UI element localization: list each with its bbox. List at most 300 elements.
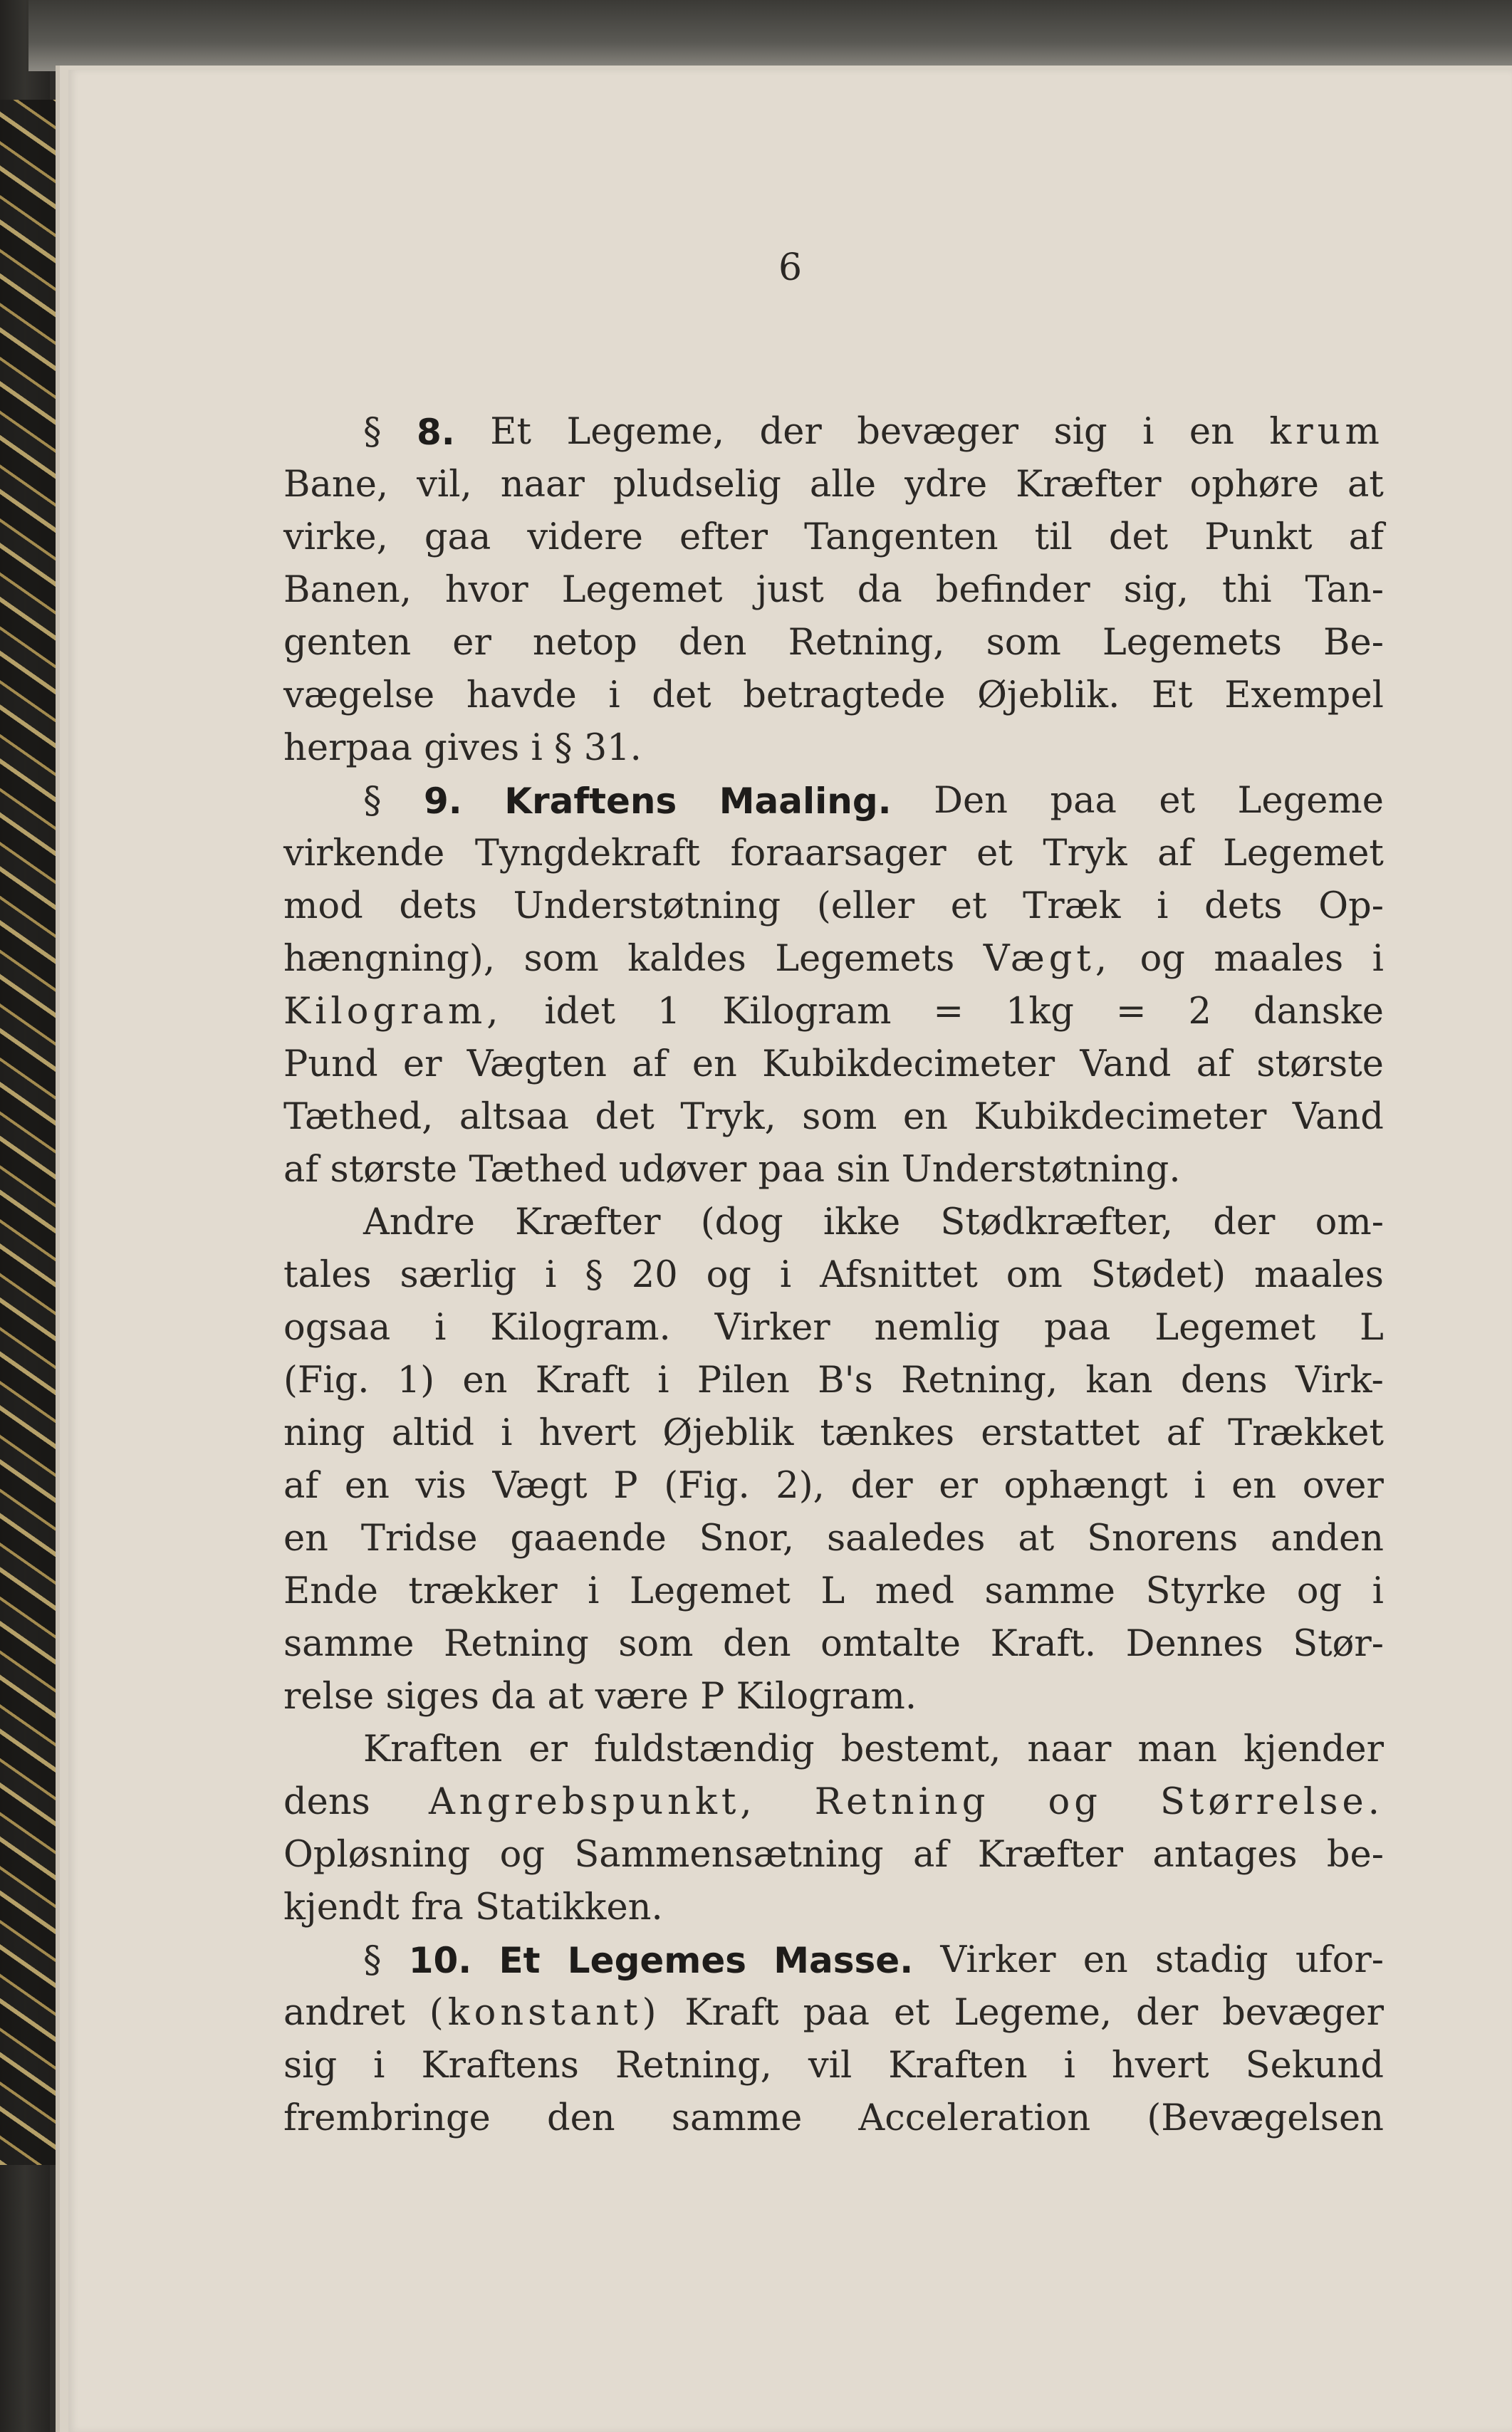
word: sin bbox=[836, 1149, 890, 1191]
word: Legeme, bbox=[566, 411, 725, 453]
word: Legemets bbox=[775, 938, 955, 980]
word: hængning), bbox=[283, 938, 496, 980]
word: 2 bbox=[1188, 991, 1211, 1033]
word: andret bbox=[283, 1992, 405, 2034]
text-line bbox=[283, 669, 1384, 722]
word: paa bbox=[803, 1992, 870, 2034]
word: i bbox=[373, 2045, 385, 2087]
word: anden bbox=[1271, 1518, 1384, 1560]
word: Et bbox=[490, 411, 531, 453]
word: og bbox=[1296, 1570, 1342, 1612]
word: hvor bbox=[444, 569, 528, 611]
word: ogsaa bbox=[283, 1307, 391, 1349]
word: siges bbox=[385, 1676, 479, 1718]
text-line bbox=[283, 1513, 1384, 1565]
word: = bbox=[933, 991, 964, 1033]
word: udøver bbox=[618, 1149, 747, 1191]
word: gaaende bbox=[510, 1518, 667, 1560]
word: der bbox=[1213, 1201, 1276, 1243]
text-line bbox=[283, 1882, 1384, 1934]
word: Kilogram. bbox=[490, 1307, 671, 1349]
word: naar bbox=[1027, 1728, 1112, 1770]
word: Styrke bbox=[1145, 1570, 1267, 1612]
word: Vægt bbox=[492, 1465, 588, 1507]
word: pludselig bbox=[612, 464, 781, 506]
word: der bbox=[850, 1465, 913, 1507]
cover-top-edge bbox=[28, 0, 1512, 71]
word: havde bbox=[466, 674, 577, 716]
word: Virk- bbox=[1295, 1359, 1384, 1402]
word: Stødkræfter, bbox=[940, 1201, 1173, 1243]
word: dens bbox=[1180, 1359, 1268, 1402]
word: hvert bbox=[538, 1412, 637, 1454]
word: (dog bbox=[700, 1201, 783, 1243]
word: Be- bbox=[1323, 622, 1384, 664]
word: af bbox=[283, 1149, 319, 1191]
word: Tryk, bbox=[680, 1096, 776, 1138]
word: Legemet bbox=[629, 1570, 791, 1612]
text-line bbox=[283, 1934, 1384, 1987]
word: en bbox=[1189, 411, 1234, 453]
word: netop bbox=[532, 622, 637, 664]
word: paa bbox=[758, 1149, 825, 1191]
word: Virker bbox=[714, 1307, 830, 1349]
word: Vægten bbox=[466, 1043, 608, 1085]
word: Kilogram. bbox=[736, 1676, 917, 1718]
word: i bbox=[1157, 885, 1169, 927]
word: kjendt bbox=[283, 1886, 400, 1929]
word: man bbox=[1137, 1728, 1218, 1770]
word: 1kg bbox=[1005, 991, 1074, 1033]
word: maales bbox=[1214, 938, 1344, 980]
word: Acceleration bbox=[858, 2097, 1091, 2139]
word: i bbox=[1063, 2045, 1075, 2087]
word: Retning bbox=[814, 1781, 990, 1823]
word: af bbox=[632, 1043, 667, 1085]
word: dens bbox=[283, 1781, 370, 1823]
word: Kraft bbox=[535, 1359, 630, 1402]
word: bevæger bbox=[1222, 1992, 1384, 2034]
word: (eller bbox=[816, 885, 915, 927]
text-line bbox=[283, 1249, 1384, 1302]
word: Andre bbox=[363, 1201, 475, 1243]
text-line bbox=[283, 1302, 1384, 1355]
word: Retning, bbox=[788, 622, 945, 664]
word: sig, bbox=[1123, 569, 1189, 611]
word: paa bbox=[1044, 1307, 1111, 1349]
page-number: 6 bbox=[778, 246, 803, 289]
text-line bbox=[283, 880, 1384, 933]
word: Dennes bbox=[1125, 1623, 1263, 1665]
word: Ende bbox=[283, 1570, 378, 1612]
word: dets bbox=[1204, 885, 1283, 927]
word: en bbox=[283, 1518, 329, 1560]
word: Træk bbox=[1023, 885, 1121, 927]
word: Legemet bbox=[1223, 833, 1384, 875]
word: Øjeblik bbox=[662, 1412, 794, 1454]
word: kan bbox=[1085, 1359, 1153, 1402]
word: Retning bbox=[443, 1623, 589, 1665]
word: og bbox=[706, 1254, 751, 1296]
word: i bbox=[657, 1359, 669, 1402]
word: bevæger bbox=[857, 411, 1019, 453]
section-heading: Et bbox=[499, 1940, 541, 1981]
word: vil bbox=[808, 2045, 853, 2087]
word: en bbox=[692, 1043, 737, 1085]
word: over bbox=[1302, 1465, 1384, 1507]
word: da bbox=[857, 569, 902, 611]
word: (Bevægelsen bbox=[1147, 2097, 1384, 2139]
word: der bbox=[759, 411, 822, 453]
word: i bbox=[1142, 411, 1154, 453]
word: sig bbox=[1053, 411, 1107, 453]
text-line bbox=[283, 406, 1384, 459]
word: dets bbox=[399, 885, 477, 927]
word: Kilogram, bbox=[283, 991, 503, 1033]
word: i bbox=[608, 674, 620, 716]
word: Kraftens bbox=[421, 2045, 579, 2087]
word: just bbox=[756, 569, 824, 611]
word: L bbox=[1360, 1307, 1384, 1349]
word: tænkes bbox=[820, 1412, 955, 1454]
word: 20 bbox=[631, 1254, 678, 1296]
book-page bbox=[68, 70, 1512, 2432]
word: Trækket bbox=[1228, 1412, 1384, 1454]
word: videre bbox=[527, 516, 643, 558]
word: frembringe bbox=[283, 2097, 491, 2139]
word: herpaa bbox=[283, 727, 412, 769]
word: genten bbox=[283, 622, 412, 664]
word: naar bbox=[500, 464, 585, 506]
word: samme bbox=[671, 2097, 803, 2139]
word: Tridse bbox=[360, 1518, 478, 1560]
word: foraarsager bbox=[730, 833, 947, 875]
word: vis bbox=[415, 1465, 466, 1507]
word: saaledes bbox=[827, 1518, 986, 1560]
text-line bbox=[283, 1038, 1384, 1091]
word: om bbox=[1006, 1254, 1063, 1296]
word: (Fig. bbox=[664, 1465, 750, 1507]
word: antages bbox=[1152, 1834, 1298, 1876]
text-line bbox=[283, 775, 1384, 828]
word: af bbox=[1348, 516, 1384, 558]
word: Retning, bbox=[901, 1359, 1058, 1402]
word: Snor, bbox=[699, 1518, 795, 1560]
word: ning bbox=[283, 1412, 365, 1454]
word: gaa bbox=[424, 516, 491, 558]
word: en bbox=[1231, 1465, 1277, 1507]
word: maales bbox=[1254, 1254, 1384, 1296]
text-line bbox=[283, 459, 1384, 511]
word: Sekund bbox=[1245, 2045, 1384, 2087]
word: 1) bbox=[397, 1359, 435, 1402]
word: § bbox=[363, 780, 382, 822]
word: befinder bbox=[935, 569, 1090, 611]
word: § bbox=[585, 1254, 603, 1296]
word: virke, bbox=[283, 516, 388, 558]
word: en bbox=[902, 1096, 948, 1138]
word: Kræfter bbox=[515, 1201, 661, 1243]
word: L bbox=[820, 1570, 845, 1612]
word: hvert bbox=[1111, 2045, 1209, 2087]
word: virkende bbox=[283, 833, 445, 875]
word: Kraften bbox=[888, 2045, 1028, 2087]
word: Statikken. bbox=[475, 1886, 663, 1929]
word: med bbox=[875, 1570, 954, 1612]
word: Legemets bbox=[1102, 622, 1282, 664]
text-line bbox=[283, 511, 1384, 564]
word: i bbox=[1372, 1570, 1384, 1612]
word: Punkt bbox=[1204, 516, 1313, 558]
word: Vand bbox=[1292, 1096, 1384, 1138]
word: vil, bbox=[417, 464, 472, 506]
text-line bbox=[283, 1618, 1384, 1671]
word: Den bbox=[934, 780, 1008, 822]
text-line bbox=[283, 828, 1384, 880]
word: det bbox=[595, 1096, 655, 1138]
word: Tæthed, bbox=[283, 1096, 434, 1138]
word: gives bbox=[424, 727, 520, 769]
word: Kræfter bbox=[977, 1834, 1124, 1876]
word: en bbox=[462, 1359, 508, 1402]
word: kaldes bbox=[627, 938, 746, 980]
text-line bbox=[283, 986, 1384, 1038]
text-line bbox=[283, 1723, 1384, 1776]
word: trækker bbox=[408, 1570, 558, 1612]
word: Banen, bbox=[283, 569, 412, 611]
word: danske bbox=[1253, 991, 1384, 1033]
section-number: 9. bbox=[423, 781, 462, 822]
word: af bbox=[1196, 1043, 1232, 1085]
word: et bbox=[976, 833, 1013, 875]
text-line bbox=[283, 2040, 1384, 2092]
word: Exempel bbox=[1224, 674, 1384, 716]
word: det bbox=[1108, 516, 1169, 558]
word: om- bbox=[1315, 1201, 1384, 1243]
word: da bbox=[491, 1676, 536, 1718]
text-line bbox=[283, 1776, 1384, 1829]
text-line bbox=[283, 1196, 1384, 1249]
word: Størrelse. bbox=[1159, 1781, 1384, 1823]
word: be- bbox=[1326, 1834, 1384, 1876]
word: og bbox=[1048, 1781, 1102, 1823]
word: i bbox=[1194, 1465, 1206, 1507]
word: et bbox=[1159, 780, 1196, 822]
word: Afsnittet bbox=[820, 1254, 978, 1296]
word: mod bbox=[283, 885, 363, 927]
text-line bbox=[283, 1091, 1384, 1144]
word: ophængt bbox=[1003, 1465, 1168, 1507]
text-line bbox=[283, 722, 1384, 775]
word: ufor- bbox=[1295, 1939, 1384, 1981]
body-text bbox=[283, 406, 1384, 2145]
word: af bbox=[913, 1834, 949, 1876]
word: alle bbox=[809, 464, 877, 506]
word: 1 bbox=[657, 991, 681, 1033]
word: 31. bbox=[583, 727, 642, 769]
word: Tæthed bbox=[469, 1149, 608, 1191]
word: at bbox=[547, 1676, 584, 1718]
word: Tyngdekraft bbox=[474, 833, 701, 875]
word: Tangenten bbox=[804, 516, 999, 558]
word: Snorens bbox=[1087, 1518, 1239, 1560]
word: af bbox=[283, 1465, 319, 1507]
word: Et bbox=[1151, 674, 1193, 716]
word: Pund bbox=[283, 1043, 378, 1085]
word: i bbox=[545, 1254, 557, 1296]
word: at bbox=[1018, 1518, 1055, 1560]
word: er bbox=[452, 622, 491, 664]
word: i bbox=[588, 1570, 600, 1612]
text-line bbox=[283, 564, 1384, 617]
word: sig bbox=[283, 2045, 338, 2087]
word: er bbox=[939, 1465, 978, 1507]
word: i bbox=[501, 1412, 513, 1454]
word: altsaa bbox=[459, 1096, 570, 1138]
word: efter bbox=[679, 516, 768, 558]
word: samme bbox=[984, 1570, 1115, 1612]
word: 2), bbox=[776, 1465, 825, 1507]
word: Angrebspunkt, bbox=[428, 1781, 756, 1823]
text-line bbox=[283, 1407, 1384, 1460]
word: Stødet) bbox=[1090, 1254, 1226, 1296]
word: B's bbox=[818, 1359, 873, 1402]
word: Legeme bbox=[1237, 780, 1384, 822]
word: den bbox=[722, 1623, 791, 1665]
word: Legeme, bbox=[954, 1992, 1112, 2034]
word: Pilen bbox=[697, 1359, 790, 1402]
text-line bbox=[283, 1987, 1384, 2040]
word: en bbox=[344, 1465, 390, 1507]
word: største bbox=[1256, 1043, 1384, 1085]
word: § bbox=[363, 411, 382, 453]
word: er bbox=[402, 1043, 442, 1085]
word: Sammensætning bbox=[574, 1834, 884, 1876]
word: af bbox=[1157, 833, 1193, 875]
word: Tan- bbox=[1305, 569, 1384, 611]
word: være bbox=[595, 1676, 689, 1718]
word: den bbox=[546, 2097, 615, 2139]
word: største bbox=[330, 1149, 458, 1191]
word: Kræfter bbox=[1016, 464, 1162, 506]
section-heading: Kraftens bbox=[504, 781, 677, 822]
text-line bbox=[283, 933, 1384, 986]
section-number: 8. bbox=[416, 412, 455, 453]
word: Vand bbox=[1080, 1043, 1172, 1085]
word: ydre bbox=[904, 464, 988, 506]
word: Understøtning. bbox=[901, 1149, 1181, 1191]
word: Op- bbox=[1318, 885, 1384, 927]
word: omtalte bbox=[820, 1623, 961, 1665]
word: som bbox=[802, 1096, 877, 1138]
word: i bbox=[434, 1307, 447, 1349]
text-line bbox=[283, 1671, 1384, 1723]
word: idet bbox=[544, 991, 615, 1033]
text-line bbox=[283, 1565, 1384, 1618]
section-heading: Masse. bbox=[773, 1940, 914, 1981]
word: (konstant) bbox=[429, 1992, 661, 2034]
word: et bbox=[893, 1992, 930, 2034]
word: Virker bbox=[940, 1939, 1056, 1981]
word: i bbox=[779, 1254, 792, 1296]
text-line bbox=[283, 1460, 1384, 1513]
word: som bbox=[986, 622, 1061, 664]
word: Kubikdecimeter bbox=[762, 1043, 1055, 1085]
word: at bbox=[1347, 464, 1384, 506]
word: samme bbox=[283, 1623, 415, 1665]
word: Kubikdecimeter bbox=[974, 1096, 1267, 1138]
word: det bbox=[652, 674, 711, 716]
word: Kraft. bbox=[990, 1623, 1097, 1665]
word: bestemt, bbox=[840, 1728, 1001, 1770]
word: den bbox=[678, 622, 747, 664]
word: § bbox=[363, 1939, 382, 1981]
word: Kraft bbox=[684, 1992, 779, 2034]
section-heading: Maaling. bbox=[719, 781, 892, 822]
word: er bbox=[528, 1728, 568, 1770]
section-heading: Legemes bbox=[567, 1940, 747, 1981]
text-line bbox=[283, 1829, 1384, 1882]
word: og bbox=[499, 1834, 545, 1876]
word: Bane, bbox=[283, 464, 389, 506]
word: P bbox=[700, 1676, 725, 1718]
section-number: 10. bbox=[408, 1940, 472, 1981]
word: fra bbox=[411, 1886, 464, 1929]
word: altid bbox=[391, 1412, 474, 1454]
word: af bbox=[1166, 1412, 1201, 1454]
word: ikke bbox=[823, 1201, 901, 1243]
text-line bbox=[283, 2092, 1384, 2145]
word: i bbox=[531, 727, 543, 769]
word: (Fig. bbox=[283, 1359, 370, 1402]
word: Tryk bbox=[1043, 833, 1127, 875]
word: erstattet bbox=[981, 1412, 1140, 1454]
word: Kraften bbox=[363, 1728, 503, 1770]
word: relse bbox=[283, 1676, 375, 1718]
word: thi bbox=[1221, 569, 1272, 611]
word: Stør- bbox=[1293, 1623, 1384, 1665]
word: ophøre bbox=[1189, 464, 1319, 506]
word: krum bbox=[1269, 411, 1384, 453]
word: Legemet bbox=[561, 569, 723, 611]
word: nemlig bbox=[874, 1307, 1001, 1349]
word: vægelse bbox=[283, 674, 435, 716]
word: stadig bbox=[1154, 1939, 1268, 1981]
word: Øjeblik. bbox=[977, 674, 1120, 716]
word: P bbox=[613, 1465, 638, 1507]
word: der bbox=[1136, 1992, 1199, 2034]
word: tales bbox=[283, 1254, 372, 1296]
word: Retning, bbox=[615, 2045, 772, 2087]
word: Understøtning bbox=[513, 885, 781, 927]
word: en bbox=[1083, 1939, 1128, 1981]
word: fuldstændig bbox=[593, 1728, 815, 1770]
word: som bbox=[618, 1623, 694, 1665]
word: særlig bbox=[400, 1254, 517, 1296]
word: paa bbox=[1050, 780, 1117, 822]
text-line bbox=[283, 617, 1384, 669]
word: et bbox=[950, 885, 987, 927]
word: betragtede bbox=[743, 674, 946, 716]
text-line bbox=[283, 1355, 1384, 1407]
word: Kilogram bbox=[722, 991, 892, 1033]
text-line bbox=[283, 1144, 1384, 1196]
word: Opløsning bbox=[283, 1834, 471, 1876]
word: kjender bbox=[1244, 1728, 1384, 1770]
word: Vægt, bbox=[983, 938, 1112, 980]
word: til bbox=[1034, 516, 1073, 558]
word: som bbox=[523, 938, 599, 980]
